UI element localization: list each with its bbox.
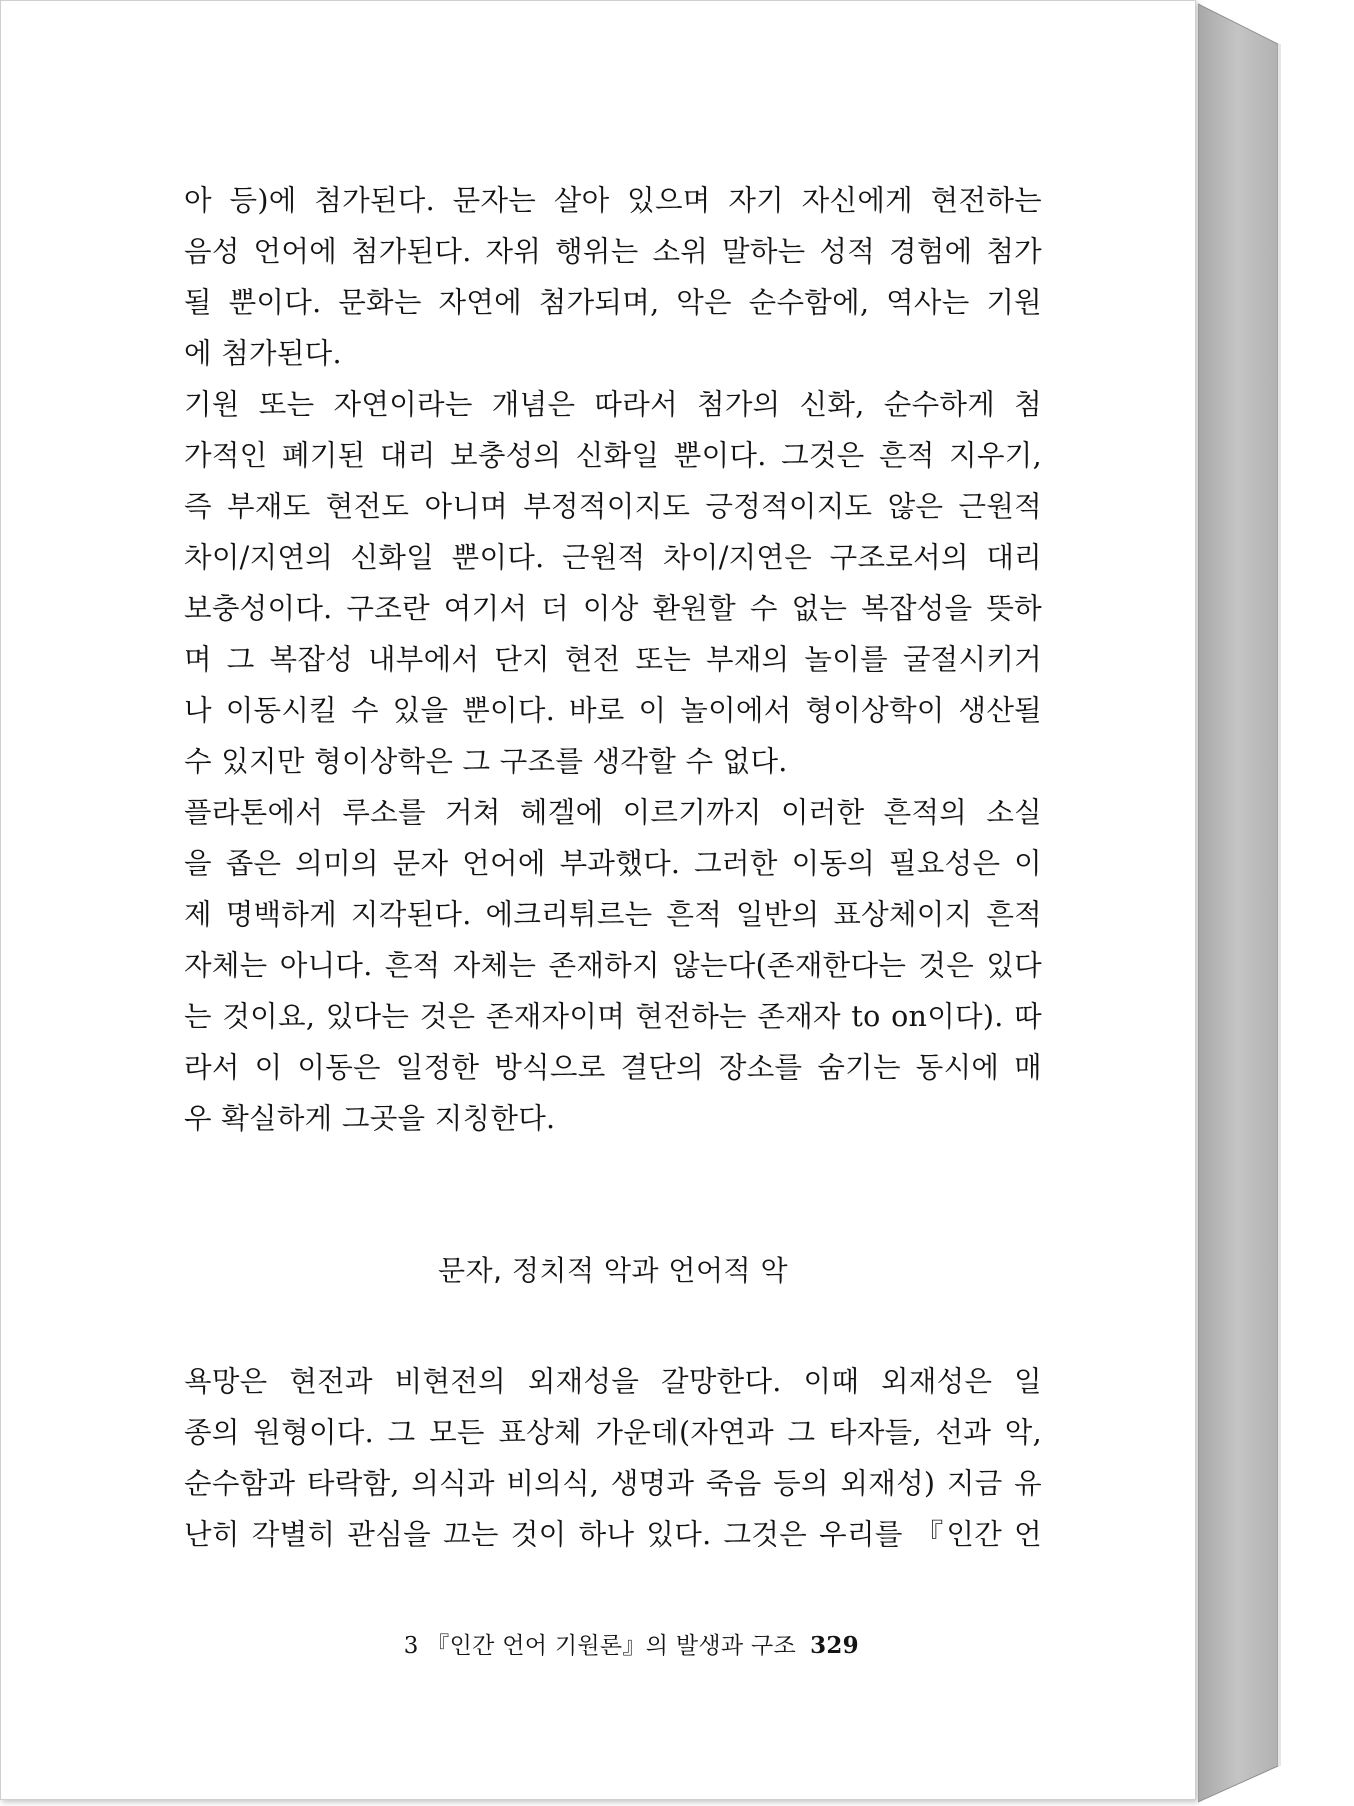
- text-line: 보충성이다. 구조란 여기서 더 이상 환원할 수 없는 복잡성을 뜻하: [184, 592, 1042, 625]
- text-line: 에 첨가된다.: [184, 337, 342, 370]
- text-line: 며 그 복잡성 내부에서 단지 현전 또는 부재의 놀이를 굴절시키거: [184, 643, 1042, 676]
- text-line: 기원 또는 자연이라는 개념은 따라서 첨가의 신화, 순수하게 첨: [184, 388, 1042, 421]
- text-line: 플라톤에서 루소를 거쳐 헤겔에 이르기까지 이러한 흔적의 소실: [184, 796, 1042, 829]
- running-title: 3 『인간 언어 기원론』의 발생과 구조: [403, 1633, 797, 1659]
- text-line: 순수함과 타락함, 의식과 비의식, 생명과 죽음 등의 외재성) 지금 유: [184, 1467, 1042, 1500]
- text-line: 즉 부재도 현전도 아니며 부정적이지도 긍정적이지도 않은 근원적: [184, 490, 1042, 523]
- page-number: 329: [810, 1632, 859, 1659]
- text-line: 음성 언어에 첨가된다. 자위 행위는 소위 말하는 성적 경험에 첨가: [184, 235, 1042, 268]
- text-line: 될 뿐이다. 문화는 자연에 첨가되며, 악은 순수함에, 역사는 기원: [184, 286, 1042, 319]
- text-line: 는 것이요, 있다는 것은 존재자이며 현전하는 존재자 to on이다). 따: [184, 1000, 1042, 1033]
- text-line: 나 이동시킬 수 있을 뿐이다. 바로 이 놀이에서 형이상학이 생산될: [184, 694, 1042, 727]
- section-heading: 문자, 정치적 악과 언어적 악: [437, 1254, 789, 1287]
- text-line: 가적인 폐기된 대리 보충성의 신화일 뿐이다. 그것은 흔적 지우기,: [184, 439, 1042, 472]
- page-footer: [404, 1627, 859, 1660]
- text-line: 종의 원형이다. 그 모든 표상체 가운데(자연과 그 타자들, 선과 악,: [184, 1416, 1042, 1449]
- text-line: 수 있지만 형이상학은 그 구조를 생각할 수 없다.: [184, 745, 788, 778]
- paragraph-2: [184, 379, 1042, 787]
- text-line: 우 확실하게 그곳을 지칭한다.: [184, 1102, 556, 1135]
- paragraph-1: [184, 175, 1042, 379]
- book-spine-edge: [1198, 0, 1354, 1806]
- text-line: 아 등)에 첨가된다. 문자는 살아 있으며 자기 자신에게 현전하는: [184, 184, 1042, 217]
- text-line: 차이/지연의 신화일 뿐이다. 근원적 차이/지연은 구조로서의 대리: [184, 541, 1042, 574]
- text-line: 제 명백하게 지각된다. 에크리튀르는 흔적 일반의 표상체이지 흔적: [184, 898, 1042, 931]
- text-line: 욕망은 현전과 비현전의 외재성을 갈망한다. 이때 외재성은 일: [184, 1365, 1042, 1398]
- text-line: 자체는 아니다. 흔적 자체는 존재하지 않는다(존재한다는 것은 있다: [184, 949, 1042, 982]
- paragraph-3: [184, 787, 1042, 1144]
- paragraph-4: [184, 1356, 1042, 1560]
- text-line: 을 좁은 의미의 문자 언어에 부과했다. 그러한 이동의 필요성은 이: [184, 847, 1042, 880]
- text-line: 난히 각별히 관심을 끄는 것이 하나 있다. 그것은 우리를 『인간 언: [184, 1518, 1042, 1551]
- text-line: 라서 이 이동은 일정한 방식으로 결단의 장소를 숨기는 동시에 매: [184, 1051, 1042, 1084]
